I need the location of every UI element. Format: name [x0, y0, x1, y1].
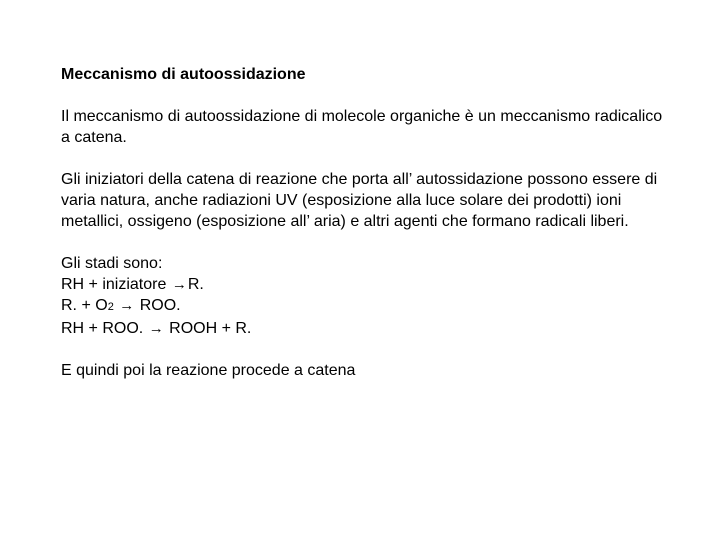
initiators-paragraph: Gli iniziatori della catena di reazione che porta all’ autossidazione possono essere di varia natura, anche radiazioni UV (esposizione alla luce solare dei prodotti) ioni metallici, ossigeno (esposizione all’ aria) e altri agenti che formano radicali liberi.	[61, 171, 658, 230]
arrow-icon: →	[148, 320, 164, 337]
reaction-left: RH + iniziatore	[61, 276, 167, 293]
reaction-right: ROO.	[139, 297, 181, 314]
reaction-propagation-2	[61, 318, 671, 339]
stages-heading: Gli stadi sono:	[61, 255, 163, 272]
spacer	[61, 232, 671, 253]
spacer	[61, 148, 671, 169]
arrow-icon: →	[119, 297, 135, 314]
subscript: 2	[107, 301, 114, 313]
reaction-right: R.	[187, 276, 204, 293]
reaction-right: ROOH + R.	[169, 320, 252, 337]
reaction-left: R. + O	[61, 297, 108, 314]
arrow-icon: →	[171, 276, 187, 293]
reaction-initiation	[61, 274, 671, 295]
spacer	[61, 339, 671, 360]
conclusion-text: E quindi poi la reazione procede a catena	[61, 362, 356, 379]
slide-title: Meccanismo di autoossidazione	[61, 66, 306, 83]
intro-paragraph: Il meccanismo di autoossidazione di molecole organiche è un meccanismo radicalico a catena.	[61, 108, 663, 146]
reaction-left: RH + ROO.	[61, 320, 144, 337]
reaction-propagation-1	[61, 295, 671, 318]
slide-content	[61, 64, 671, 381]
spacer	[61, 85, 671, 106]
